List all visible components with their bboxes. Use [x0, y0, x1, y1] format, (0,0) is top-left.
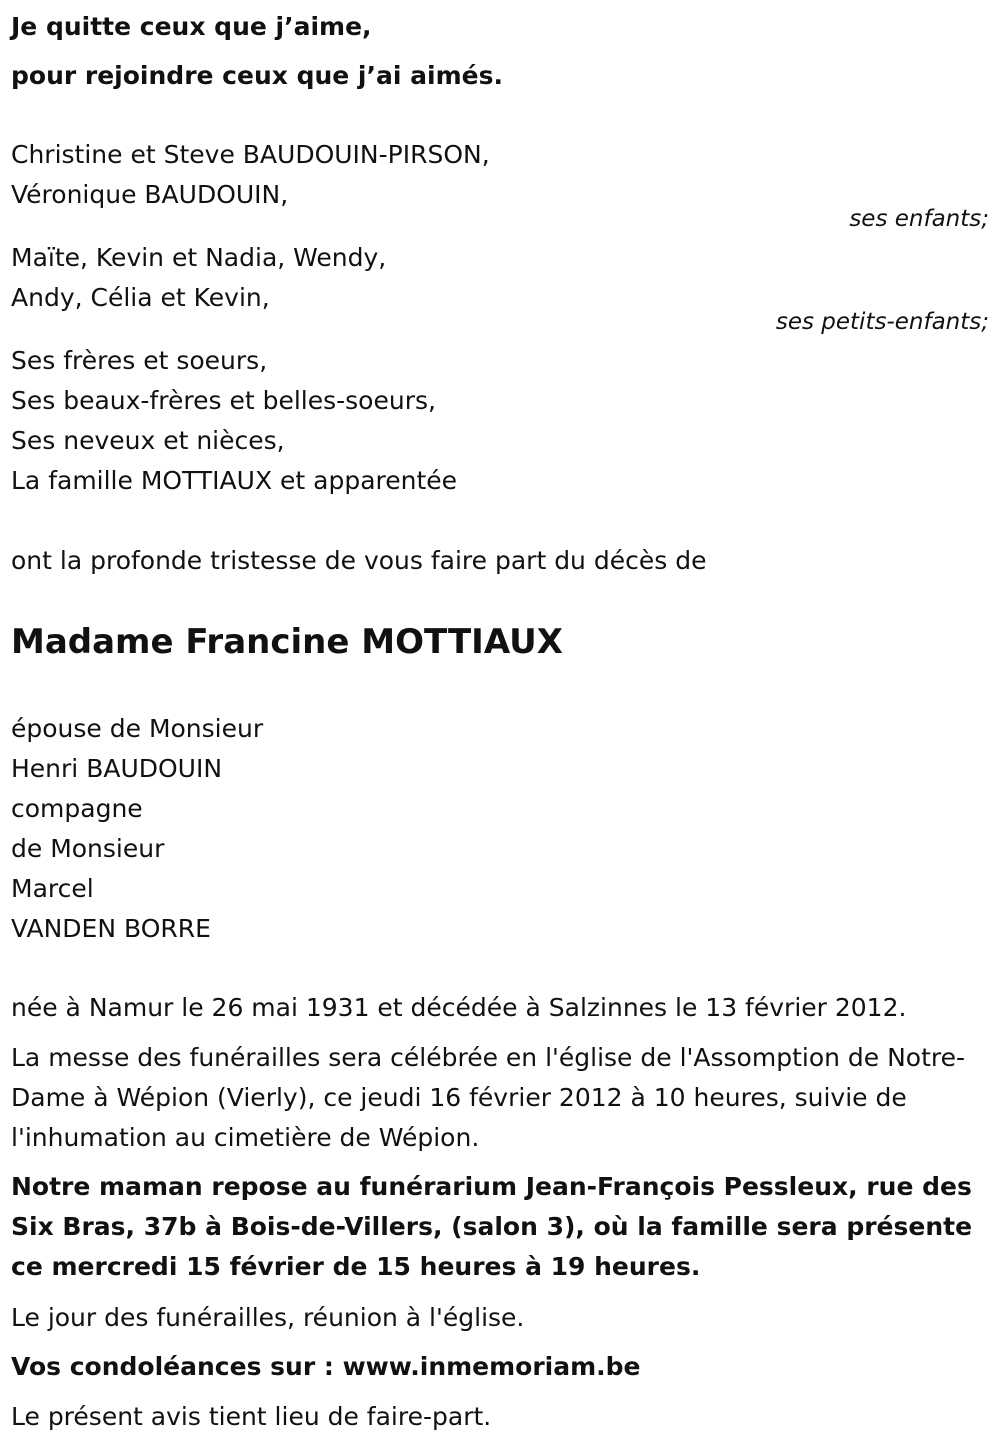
announcement: ont la profonde tristesse de vous faire part du décès de [11, 546, 707, 575]
meeting-line: Le jour des funérailles, réunion à l'église. [11, 1303, 525, 1332]
notice-line: Le présent avis tient lieu de faire-part. [11, 1402, 492, 1431]
deceased-name: Madame Francine MOTTIAUX [11, 622, 563, 662]
funeral-mass-paragraph: La messe des funérailles sera célébrée en l'église de l'Assomption de Notre-Dame à Wépion (Vierly), ce jeudi 16 février 2012 à 10 heures, suivie de l'inhumation au cimetière de Wépion. [11, 1043, 966, 1152]
grandchildren-label: ses petits-enfants; [775, 309, 989, 335]
spouse-line-2: Henri BAUDOUIN [11, 754, 223, 783]
spouse-line-6: VANDEN BORRE [11, 914, 211, 943]
visitation-paragraph: Notre maman repose au funérarium Jean-François Pessleux, rue des Six Bras, 37b à Bois-de-Villers, (salon 3), où la famille sera présente ce mercredi 15 février de 15 heures à 19 heures. [11, 1172, 973, 1281]
spouse-line-4: de Monsieur [11, 834, 165, 863]
family-line-4: La famille MOTTIAUX et apparentée [11, 466, 458, 495]
verse-line-1: Je quitte ceux que j’aime, [11, 12, 372, 41]
spouse-line-3: compagne [11, 794, 143, 823]
children-label: ses enfants; [849, 206, 989, 232]
grandchildren-line-2: Andy, Célia et Kevin, [11, 283, 270, 312]
children-line-1: Christine et Steve BAUDOUIN-PIRSON, [11, 140, 490, 169]
verse-line-2: pour rejoindre ceux que j’ai aimés. [11, 61, 503, 90]
spouse-line-5: Marcel [11, 874, 94, 903]
condolences-line: Vos condoléances sur : www.inmemoriam.be [11, 1352, 641, 1381]
children-line-2: Véronique BAUDOUIN, [11, 180, 289, 209]
grandchildren-line-1: Maïte, Kevin et Nadia, Wendy, [11, 243, 387, 272]
birth-death-dates: née à Namur le 26 mai 1931 et décédée à Salzinnes le 13 février 2012. [11, 993, 907, 1022]
family-line-2: Ses beaux-frères et belles-soeurs, [11, 386, 436, 415]
spouse-line-1: épouse de Monsieur [11, 714, 264, 743]
family-line-1: Ses frères et soeurs, [11, 346, 268, 375]
family-line-3: Ses neveux et nièces, [11, 426, 285, 455]
